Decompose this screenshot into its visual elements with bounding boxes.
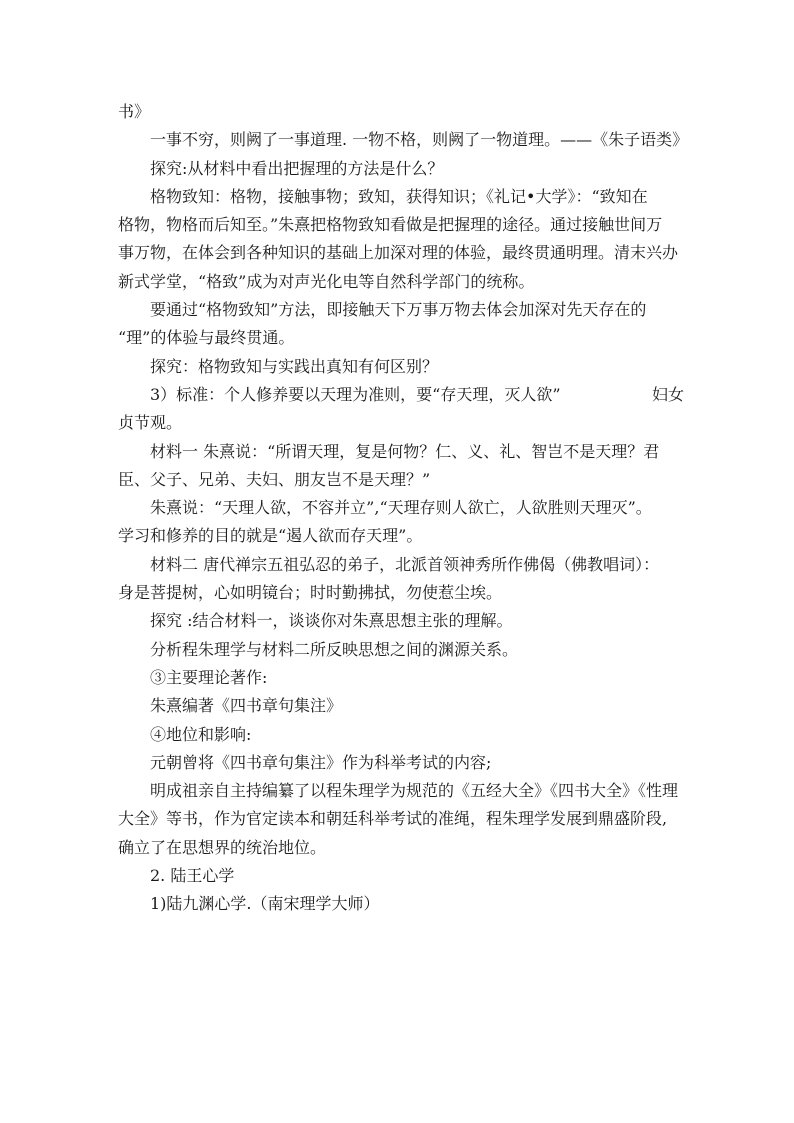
text-line: 大全》等书，作为官定读本和朝廷科举考试的准绳，程朱理学发展到鼎盛阶段,: [118, 809, 668, 829]
text-line: 事万物，在体会到各种知识的基础上加深对理的体验，最终贯通明理。清末兴办: [118, 243, 679, 263]
standard-line: [118, 381, 684, 409]
text-line: 新式学堂，“格致”成为对声光化电等自然科学部门的统称。: [118, 271, 535, 291]
standard-tail: 妇女: [651, 384, 684, 404]
text-line: 确立了在思想界的统治地位。: [118, 837, 327, 857]
section-heading: ③主要理论著作:: [150, 667, 268, 687]
text-line: “理”的体验与最终贯通。: [118, 328, 295, 348]
subsection-heading: 1)陆九渊心学.（南宋理学大师）: [150, 894, 380, 914]
text-line: 格物，物格而后知至。”朱熹把格物致知看做是把握理的途径。通过接触世间万: [118, 215, 663, 235]
text-line: 要通过“格物致知”方法，即接触天下万事万物去体会加深对先天存在的: [150, 300, 647, 320]
text-line: 明成祖亲自主持编纂了以程朱理学为规范的《五经大全》《四书大全》《性理: [150, 781, 679, 801]
standard-text: 3）标准：个人修养要以天理为准则，要“存天理，灭人欲”: [150, 384, 561, 404]
section-heading: 2. 陆王心学: [150, 866, 235, 886]
text-line: 身是菩提树，心如明镜台；时时勤拂拭，勿使惹尘埃。: [118, 583, 503, 603]
text-line: 格物致知：格物，接触事物；致知，获得知识；《礼记•大学》：“致知在: [150, 186, 648, 206]
text-line: 朱熹说：“天理人欲，不容并立”,“天理存则人欲亡，人欲胜则天理灭”。: [150, 498, 652, 518]
text-line: 朱熹编著《四书章句集注》: [150, 696, 343, 716]
document-body: [118, 98, 689, 919]
text-line: 贞节观。: [118, 413, 183, 433]
text-line: 书》: [118, 102, 151, 121]
text-line: 学习和修养的目的就是“遏人欲而存天理”。: [118, 526, 423, 546]
question-line: 探究 :结合材料一，谈谈你对朱熹思想主张的理解。: [150, 611, 513, 631]
material-line: 材料一 朱熹说：“所谓天理，复是何物？仁、义、礼、智岂不是天理？君: [150, 441, 660, 461]
text-line: 元朝曾将《四书章句集注》作为科举考试的内容;: [150, 752, 492, 772]
quote-line: 一事不穷，则阙了一事道理. 一物不格，则阙了一物道理。——《朱子语类》: [150, 130, 689, 150]
question-line: 探究：格物致知与实践出真知有何区别？: [150, 356, 439, 376]
question-line: 分析程朱理学与材料二所反映思想之间的渊源关系。: [150, 639, 519, 659]
section-heading: ④地位和影响:: [150, 724, 252, 744]
material-line: 材料二 唐代禅宗五祖弘忍的弟子，北派首领神秀所作佛偈（佛教唱词）：: [150, 554, 660, 574]
text-line: 臣、父子、兄弟、夫妇、朋友岂不是天理？”: [118, 469, 431, 489]
question-line: 探究:从材料中看出把握理的方法是什么？: [150, 158, 444, 178]
